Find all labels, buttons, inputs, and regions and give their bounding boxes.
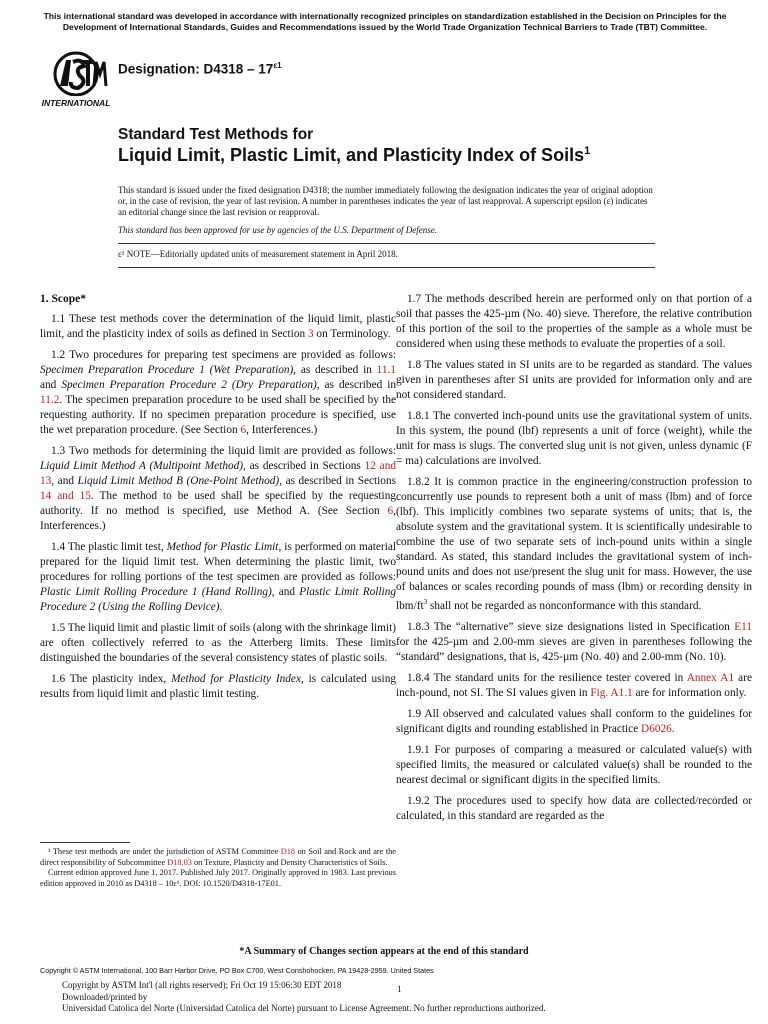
- intro-divider-bottom: [118, 267, 655, 268]
- link-section-6[interactable]: 6: [240, 424, 247, 436]
- license-block: [62, 980, 702, 1015]
- summary-of-changes-note: *A Summary of Changes section appears at the end of this standard: [239, 946, 529, 957]
- scope-heading: 1. Scope*: [40, 293, 86, 305]
- left-column: [40, 292, 396, 708]
- designation-sup: ε1: [273, 61, 282, 70]
- para-1-8-3: 1.8.3 The “alternative” sieve size designations listed in Specification E11 for the 425-µm and 2.00-mm sieves are given in parentheses following the “standard” designations, that is, 425-µm (No. 40) and 2.00-mm (No. 10).: [396, 620, 752, 663]
- link-d18[interactable]: D18: [280, 847, 296, 856]
- link-e11[interactable]: E11: [734, 620, 752, 633]
- title-footnote-ref: 1: [584, 145, 591, 157]
- link-11-1[interactable]: 11.1: [376, 364, 396, 376]
- para-1-9-2: 1.9.2 The procedures used to specify how data are collected/recorded or calculated, in this standard are regarded as the: [396, 794, 752, 822]
- para-1-9: 1.9 All observed and calculated values shall conform to the guidelines for significant digits and rounding established in Practice D6026.: [396, 707, 752, 735]
- para-1-8-4: 1.8.4 The standard units for the resilience tester covered in Annex A1 are inch-pound, not SI. The SI values given in Fig. A1.1 are for information only.: [396, 671, 752, 699]
- para-1-8-1: 1.8.1 The converted inch-pound units use the gravitational system of units. In this system, the pound (lbf) represents a unit of force (weight), while the unit for mass is slugs. The converted slug unit is not given, unless dynamic (F = ma) calculations are involved.: [396, 410, 752, 467]
- footnote-block: [40, 842, 396, 889]
- link-d6026[interactable]: D6026: [641, 722, 672, 735]
- intro-dod-approval: This standard has been approved for use by agencies of the U.S. Department of Defense.: [118, 225, 438, 235]
- para-1-3: 1.3 Two methods for determining the liquid limit are provided as follows: Liquid Limit Method A (Multipoint Method), as described in Sections 12 and 13, and Liquid Limit Method B (One-Point Method), as described in Sections 14 and 15. The method to be used shall be specified by the requesting authority. If no method is specified, use Method A. (See Section 6, Interferences.): [40, 445, 396, 532]
- link-d18-03[interactable]: D18.03: [167, 857, 192, 867]
- page-number: 1: [397, 984, 402, 994]
- title-main: Liquid Limit, Plastic Limit, and Plasticity Index of Soils: [118, 145, 585, 165]
- title-line-1: Standard Test Methods for: [118, 126, 314, 143]
- footnote-1: ¹ These test methods are under the jurisdiction of ASTM Committee D18 on Soil and Rock and are the direct responsibility of Subcommittee D18.03 on Texture, Plasticity and Density Characteristics of Soils.: [40, 847, 396, 867]
- intro-divider: [118, 243, 655, 244]
- editorial-note: ε¹ NOTE—Editorially updated units of measurement statement in April 2018.: [118, 249, 398, 259]
- footnote-rule: [40, 842, 130, 843]
- para-1-8-2: 1.8.2 It is common practice in the engineering/construction profession to concurrently use pounds to represent both a unit of mass (lbm) and of force (lbf). This implicitly combines two separate systems of units; that is, the absolute system and the gravitational system. It is scientifically undesirable to combine the use of two separate sets of inch-pound units within a single standard. As stated, this standard includes the gravitational system of inch-pound units and does not use/present the slug unit for mass. However, the use of balances or scales recording pounds of mass (lbm) or recording density in lbm/$ft^3$ shall not be regarded as nonconformance with this standard.: [396, 476, 752, 612]
- license-line-3: Universidad Catolica del Norte (Universidad Catolica del Norte) pursuant to License Agreement. No further reproductions authorized.: [62, 1003, 546, 1013]
- para-1-9-1: 1.9.1 For purposes of comparing a measured or calculated value(s) with specified limits, the measured or calculated value(s) shall be rounded to the nearest decimal or significant digits in the specified limits.: [396, 743, 752, 786]
- link-section-6b[interactable]: 6: [387, 505, 394, 517]
- para-1-4: 1.4 The plastic limit test, Method for Plastic Limit, is performed on material prepared for the liquid limit test. When determining the plastic limit, two procedures for rolling portions of the test specimen are provided as follows: Plastic Limit Rolling Procedure 1 (Hand Rolling), and Plastic Limit Rolling Procedure 2 (Using the Rolling Device).: [40, 541, 396, 613]
- top-notice: This international standard was developed in accordance with internationally recognized principles on standardization established in the Decision on Principles for the Development of International Standards, Guides and Recommendations issued by the World Trade Organization Technical Barriers to Trade (TBT) Committee.: [43, 11, 727, 32]
- logo-wordmark: INTERNATIONAL: [41, 98, 111, 108]
- link-fig-a1-1[interactable]: Fig. A1.1: [590, 686, 633, 699]
- link-12-13[interactable]: 12 and 13: [40, 460, 396, 487]
- footnote-edition: Current edition approved June 1, 2017. Published July 2017. Originally approved in 1983. Last previous edition approved in 2010 as D4318 – 10ε¹. DOI: 10.1520/D4318-17E01.: [40, 868, 396, 888]
- copyright-line: Copyright © ASTM International, 100 Barr Harbor Drive, PO Box C700, West Conshohocken, PA 19428-2959. United States: [40, 966, 434, 975]
- para-1-7: 1.7 The methods described herein are performed only on that portion of a soil that passes the 425-µm (No. 40) sieve. Therefore, the relative contribution of this portion of the soil to the properties of the sample as a whole must be considered when using these methods to evaluate the properties of a soil.: [396, 293, 752, 350]
- license-line-1: Copyright by ASTM Int'l (all rights reserved); Fri Oct 19 15:06:30 EDT 2018: [62, 980, 342, 990]
- para-1-1: 1.1 These test methods cover the determination of the liquid limit, plastic limit, and the plasticity index of soils as defined in Section 3 on Terminology.: [40, 313, 396, 340]
- para-1-2: 1.2 Two procedures for preparing test specimens are provided as follows: Specimen Preparation Procedure 1 (Wet Preparation), as described in 11.1 and Specimen Preparation Procedure 2 (Dry Preparation), as described in 11.2. The specimen preparation procedure to be used shall be specified by the requesting authority. If no specimen preparation procedure is specified, use the wet preparation procedure. (See Section 6, Interferences.): [40, 349, 397, 436]
- para-1-6: 1.6 The plasticity index, Method for Plasticity Index, is calculated using results from liquid limit and plastic limit testing.: [40, 673, 396, 700]
- right-column: [396, 292, 752, 830]
- para-1-5: 1.5 The liquid limit and plastic limit of soils (along with the shrinkage limit) are often collectively referred to as the Atterberg limits. These limits distinguished the boundaries of the several consistency states of plastic soils.: [40, 622, 396, 664]
- license-line-2: Downloaded/printed by: [62, 991, 148, 1002]
- para-1-8: 1.8 The values stated in SI units are to be regarded as standard. The values given in parentheses after SI units are provided for information only and are not considered standard.: [396, 359, 752, 401]
- designation-label: Designation: D4318 – 17: [118, 61, 274, 77]
- intro-paragraph: This standard is issued under the fixed designation D4318; the number immediately following the designation indicates the year of original adoption or, in the case of revision, the year of last revision. A number in parentheses indicates the year of last reapproval. A superscript epsilon (ε) indicates an editorial change since the last revision or reapproval.: [118, 185, 653, 217]
- designation: [118, 61, 282, 77]
- astm-logo: [40, 50, 112, 110]
- link-annex-a1[interactable]: Annex A1: [686, 671, 735, 684]
- title-line-2: [118, 145, 590, 166]
- link-section-3[interactable]: 3: [307, 328, 314, 340]
- link-11-2[interactable]: 11.2: [40, 394, 60, 406]
- link-14-15[interactable]: 14 and 15: [40, 490, 91, 502]
- intro-block: [118, 185, 655, 268]
